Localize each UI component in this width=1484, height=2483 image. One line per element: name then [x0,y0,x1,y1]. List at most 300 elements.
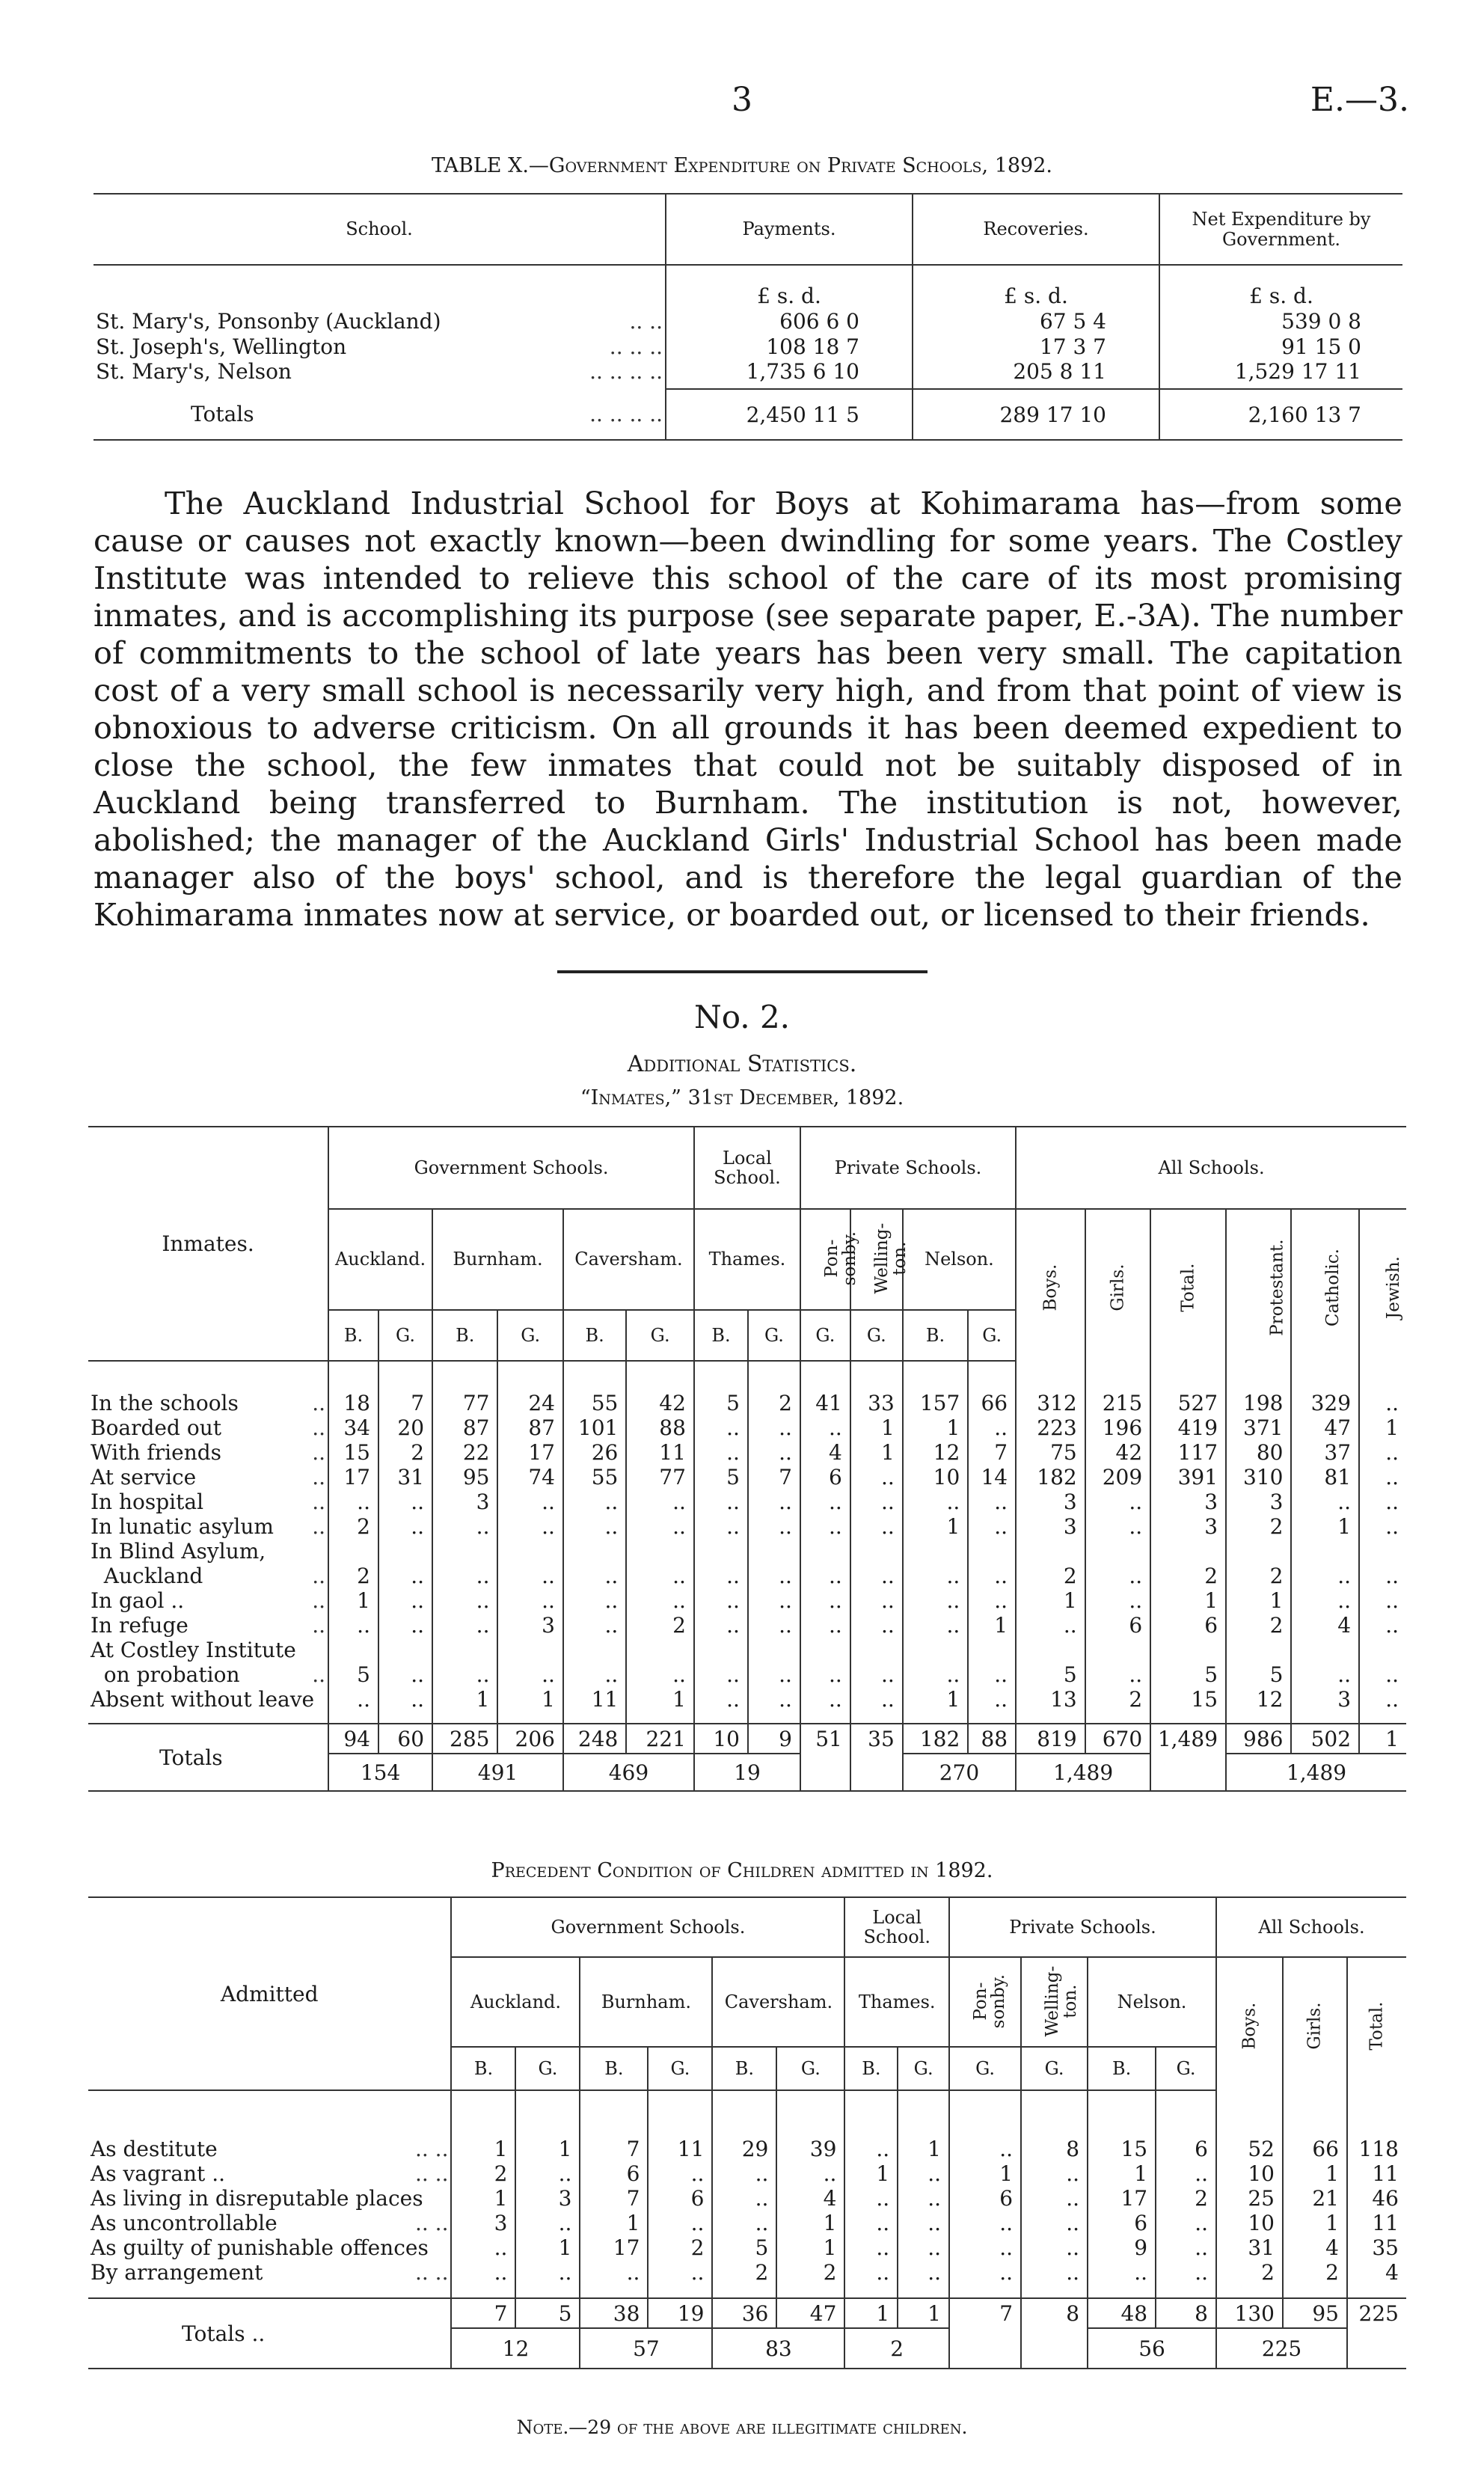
section-divider [557,970,927,973]
table-cell: .. [1385,1465,1399,1490]
table-cell: 11 [1372,2161,1399,2186]
table-cell: .. [903,1588,968,1613]
school-wellington: Welling-ton. [850,1209,903,1310]
table-cell: 17 [497,1440,562,1465]
table-cell: .. [1385,1662,1399,1687]
table-cell: 117 [1150,1440,1226,1465]
document-reference: E.—3. [1310,81,1409,119]
table-cell [626,1638,694,1662]
table-row: St. Mary's, Nelson .. .. .. .. 1,735 6 10 205 8 11 1,529 17 11 [93,359,1402,389]
table-cell: .. [748,1613,800,1638]
table-cell: .. [850,1564,903,1588]
col-boys: Boys. [1216,1957,1283,2090]
total-cell: 1 [1385,1726,1399,1751]
table-cell: .. [1385,1440,1399,1465]
table-cell: .. [626,1588,694,1613]
table-cell: .. [328,1613,378,1638]
table-cell: 3 [1150,1514,1226,1539]
row-label: In the schools .. [88,1391,328,1415]
table-cell: .. [949,2211,1021,2235]
table-cell [626,1539,694,1564]
table-cell: 5 [712,2235,776,2260]
totals-row: Totals .. .. .. .. 2,450 11 5 289 17 10 2,160 13 7 [93,389,1402,440]
group-all-schools: All Schools. [1216,1897,1406,1957]
table-cell: 4 [1385,2260,1399,2285]
table-cell: .. [1021,2235,1088,2260]
table-cell [432,1638,497,1662]
table-cell: .. [748,1588,800,1613]
table-cell: .. [694,1514,748,1539]
table-cell [1150,1638,1226,1662]
table-cell: .. [748,1415,800,1440]
table-cell [903,1539,968,1564]
table-cell: 7 [748,1465,800,1490]
sex-b: B. [712,2047,776,2090]
table-cell: 2 [1226,1514,1291,1539]
sex-g: G. [968,1310,1016,1361]
table-cell [1359,1638,1406,1662]
subtotal-religion: 1,489 [1226,1754,1406,1791]
table-row [88,1514,1406,1539]
table-cell: .. [694,1613,748,1638]
school-burnham: Burnham. [580,1957,712,2047]
table-cell: .. [949,2137,1021,2161]
table-cell: .. [903,1564,968,1588]
header-payments: Payments. [666,194,913,265]
table-cell [563,1539,626,1564]
table-cell [968,1539,1016,1564]
table-cell: 12 [1226,1687,1291,1712]
table-cell: 6 [580,2161,648,2186]
section-heading: No. 2. [693,999,791,1035]
table-cell: 2 [451,2161,515,2186]
table-cell: 1 [432,1687,497,1712]
table-cell: .. [748,1687,800,1712]
table-cell: .. [968,1490,1016,1514]
header-recoveries: Recoveries. [913,194,1159,265]
inmates-body [88,1391,1406,1712]
total-cell: 95 [1283,2298,1347,2328]
table-cell [748,1539,800,1564]
table-cell [1291,1539,1359,1564]
table-row [88,1687,1406,1712]
table-cell: .. [563,1490,626,1514]
table-cell: .. [844,2235,898,2260]
table-cell: .. [432,1662,497,1687]
group-private-schools: Private Schools. [949,1897,1216,1957]
units-label: £ s. d. [1249,284,1313,308]
table-cell [1085,1539,1150,1564]
table-cell: .. [1385,1391,1399,1415]
school-caversham: Caversham. [712,1957,844,2047]
table-cell [432,1539,497,1564]
table-cell: .. [748,1440,800,1465]
total-cell: 7 [949,2298,1021,2328]
table-cell: 1 [580,2211,648,2235]
table-cell: .. [497,1490,562,1514]
table-cell: 17 [328,1465,378,1490]
table-cell: 3 [1226,1490,1291,1514]
table-cell: 41 [800,1391,850,1415]
table-cell: 87 [432,1415,497,1440]
table-cell: 3 [1150,1490,1226,1514]
subtotal-auckland: 154 [328,1754,432,1791]
table-cell: .. [1385,1564,1399,1588]
col-catholic: Catholic. [1291,1209,1359,1361]
table-row [88,2260,1406,2285]
table-cell: 1 [898,2137,949,2161]
table-cell: 1 [497,1687,562,1712]
school-nelson: Nelson. [1088,1957,1216,2047]
subtotal-boys-girls: 1,489 [1016,1754,1150,1791]
school-ponsonby: Pon-sonby. [800,1209,850,1310]
table-row [88,2211,1406,2235]
table-cell: 118 [1358,2137,1399,2161]
table-cell: .. [748,1662,800,1687]
table-cell: .. [800,1613,850,1638]
table-cell [328,1539,378,1564]
table-cell: 66 [968,1391,1016,1415]
table-cell: .. [694,1415,748,1440]
school-ponsonby: Pon-sonby. [949,1957,1021,2047]
table-cell: 2 [378,1440,432,1465]
table-cell: 312 [1016,1391,1085,1415]
table-cell: 1 [328,1588,378,1613]
total-cell: 1 [844,2298,898,2328]
group-all-schools: All Schools. [1016,1127,1406,1209]
total-cell: 51 [800,1724,850,1754]
table-cell: 1 [626,1687,694,1712]
col-total: Total. [1367,2001,1387,2051]
row-label: In hospital .. [88,1490,328,1514]
table-cell: 26 [563,1440,626,1465]
sex-g: G. [626,1310,694,1361]
table-cell: 35 [1372,2235,1399,2260]
table-cell: 81 [1291,1465,1359,1490]
table-cell: 3 [1016,1490,1085,1514]
table-cell: 2 [748,1391,800,1415]
table-cell: .. [378,1662,432,1687]
table-cell: 1 [1016,1588,1085,1613]
table-cell [1226,1539,1291,1564]
table-cell: 6 [949,2186,1021,2211]
table-cell: 2 [1226,1564,1291,1588]
table-cell: 4 [1283,2235,1347,2260]
table-cell: .. [626,1490,694,1514]
table-cell: 1 [776,2211,844,2235]
table-cell: 66 [1283,2137,1347,2161]
school-thames: Thames. [694,1209,800,1310]
table-cell: .. [850,1588,903,1613]
total-cell: 7 [451,2298,515,2328]
table-cell: .. [1156,2211,1216,2235]
total-cell: 225 [1358,2301,1399,2326]
total-cell: 38 [580,2298,648,2328]
table-cell: 31 [378,1465,432,1490]
table-cell: 6 [1088,2211,1156,2235]
table-cell: 5 [1150,1662,1226,1687]
table-cell: 2 [328,1564,378,1588]
table-cell: 1 [515,2137,580,2161]
table-cell: 1 [1283,2161,1347,2186]
table-cell: .. [800,1588,850,1613]
row-label: In lunatic asylum .. [88,1514,328,1539]
table-cell: .. [748,1564,800,1588]
table-cell: .. [497,1588,562,1613]
table-cell: .. [451,2235,515,2260]
table-cell [1291,1638,1359,1662]
table-cell: .. [378,1687,432,1712]
table-row [88,2186,1406,2211]
table-cell: .. [1156,2161,1216,2186]
table-cell: 198 [1226,1391,1291,1415]
table-cell: 9 [1088,2235,1156,2260]
table-cell: .. [712,2186,776,2211]
table-cell: .. [432,1514,497,1539]
total-cell: 8 [1021,2298,1088,2328]
table-cell: 6 [1156,2137,1216,2161]
table-cell: .. [694,1588,748,1613]
row-label: At service .. [88,1465,328,1490]
table-cell: 2 [1156,2186,1216,2211]
table-cell: .. [776,2161,844,2186]
page-number: 3 [732,81,752,119]
total-cell: 8 [1156,2298,1216,2328]
table-cell: .. [1085,1564,1150,1588]
table-cell: .. [497,1662,562,1687]
table-cell: .. [898,2186,949,2211]
table-cell: 55 [563,1465,626,1490]
table-cell: 75 [1016,1440,1085,1465]
table-cell: 5 [328,1662,378,1687]
table-cell: .. [898,2235,949,2260]
subtotal-boys-girls: 225 [1216,2328,1347,2369]
table-row [88,1638,1406,1662]
col-girls: Girls. [1283,1957,1347,2090]
row-label: By arrangement .. .. [88,2260,451,2285]
school-burnham: Burnham. [432,1209,563,1310]
total-cell: 9 [748,1724,800,1754]
table-cell [1226,1638,1291,1662]
table-cell: .. [497,1564,562,1588]
table-cell: 34 [328,1415,378,1440]
table-cell [1016,1539,1085,1564]
total-cell: 285 [432,1724,497,1754]
table-cell: 215 [1085,1391,1150,1415]
total-cell: 5 [515,2298,580,2328]
table-cell: .. [432,1613,497,1638]
subtotal-caversham: 469 [563,1754,694,1791]
table-cell: .. [850,1465,903,1490]
units-label: £ s. d. [666,265,913,308]
table-cell: 2 [1283,2260,1347,2285]
table-cell: .. [328,1687,378,1712]
table-cell: .. [712,2161,776,2186]
table-cell: .. [800,1662,850,1687]
sex-g: G. [949,2047,1021,2090]
sex-g: G. [497,1310,562,1361]
table-cell: .. [800,1514,850,1539]
table-cell: 80 [1226,1440,1291,1465]
table-cell: 88 [626,1415,694,1440]
table-cell: .. [800,1415,850,1440]
table-x [93,193,1402,441]
table-cell: 2 [712,2260,776,2285]
table-row [88,1539,1406,1564]
table-cell: 4 [776,2186,844,2211]
table-cell: .. [1291,1662,1359,1687]
total-cell: 1,489 [1150,1724,1226,1754]
table-cell [1359,1539,1406,1564]
table-cell: 29 [712,2137,776,2161]
school-nelson: Nelson. [903,1209,1016,1310]
table-cell: .. [648,2211,712,2235]
table-cell: 7 [580,2186,648,2211]
table-row [88,1391,1406,1415]
table-row: St. Mary's, Ponsonby (Auckland) .. .. 606 6 0 67 5 4 539 0 8 [93,308,1402,334]
row-label: With friends .. [88,1440,328,1465]
table-cell: 1 [1150,1588,1226,1613]
table-cell: 15 [1150,1687,1226,1712]
table-cell [1016,1638,1085,1662]
precedent-row-header: Admitted [88,1897,451,2090]
subtotal-nelson: 270 [903,1754,1016,1791]
table-cell: 1 [844,2161,898,2186]
table-cell: 1 [850,1440,903,1465]
total-cell: 94 [328,1724,378,1754]
table-cell: .. [898,2211,949,2235]
table-cell: 2 [648,2235,712,2260]
table-cell: 4 [800,1440,850,1465]
precedent-title: Precedent Condition of Children admitted in 1892. [491,1859,993,1882]
table-row [88,1440,1406,1465]
subtotal-nelson: 56 [1088,2328,1216,2369]
table-row [88,1662,1406,1687]
group-government-schools: Government Schools. [451,1897,844,1957]
table-cell: .. [432,1588,497,1613]
table-cell: .. [563,1588,626,1613]
table-cell: .. [1088,2260,1156,2285]
row-label: Absent without leave [88,1687,328,1712]
table-cell: 11 [648,2137,712,2161]
table-x-title-text: Government Expenditure on Private Schools, 1892. [548,154,1052,177]
table-cell: 329 [1291,1391,1359,1415]
sex-g: G. [898,2047,949,2090]
table-cell: 24 [497,1391,562,1415]
table-row [88,2235,1406,2260]
table-cell: 87 [497,1415,562,1440]
sex-g: G. [378,1310,432,1361]
col-jewish: Jewish. [1383,1255,1403,1319]
table-cell: 7 [378,1391,432,1415]
table-cell: .. [328,1490,378,1514]
col-boys: Boys. [1016,1209,1085,1361]
table-cell: 42 [626,1391,694,1415]
total-cell: 502 [1291,1724,1359,1754]
table-row: St. Joseph's, Wellington .. .. .. 108 18 7 17 3 7 91 15 0 [93,334,1402,359]
table-cell: .. [648,2260,712,2285]
table-cell: 2 [626,1613,694,1638]
table-cell: 10 [1216,2211,1283,2235]
table-cell: 52 [1216,2137,1283,2161]
table-cell [1150,1539,1226,1564]
total-cell: 10 [694,1724,748,1754]
totals-row: Totals 94 60 285 206 248 221 10 9 51 35 182 88 819 670 1,489 986 502 1 [88,1724,1406,1754]
table-cell: 1 [903,1514,968,1539]
table-cell: .. [850,1687,903,1712]
table-cell: 1 [1291,1514,1359,1539]
table-cell: .. [1021,2186,1088,2211]
table-cell: 17 [580,2235,648,2260]
table-cell: .. [378,1613,432,1638]
table-cell: .. [1021,2161,1088,2186]
table-cell [800,1638,850,1662]
table-cell: 5 [694,1465,748,1490]
table-cell: 182 [1016,1465,1085,1490]
sex-g: G. [800,1310,850,1361]
total-cell: 221 [626,1724,694,1754]
table-cell: 13 [1016,1687,1085,1712]
table-row [88,1465,1406,1490]
table-cell: .. [1385,1514,1399,1539]
total-cell: 36 [712,2298,776,2328]
table-cell: 74 [497,1465,562,1490]
total-cell: 248 [563,1724,626,1754]
table-cell: 47 [1291,1415,1359,1440]
table-cell: .. [515,2260,580,2285]
table-cell: 55 [563,1391,626,1415]
table-cell: 12 [903,1440,968,1465]
table-x-title: TABLE X.—Government Expenditure on Private Schools, 1892. [432,154,1052,177]
table-cell: 391 [1150,1465,1226,1490]
table-cell: 2 [1150,1564,1226,1588]
table-cell: 77 [626,1465,694,1490]
table-cell: 3 [515,2186,580,2211]
precedent-table [88,1896,1406,2369]
sex-g: G. [748,1310,800,1361]
table-cell: 1 [451,2186,515,2211]
table-cell: 37 [1291,1440,1359,1465]
table-cell: 10 [1216,2161,1283,2186]
table-cell: 3 [451,2211,515,2235]
table-cell: .. [432,1564,497,1588]
table-cell: .. [1021,2211,1088,2235]
total-cell: 47 [776,2298,844,2328]
row-label: As guilty of punishable offences [88,2235,451,2260]
table-cell: .. [563,1662,626,1687]
row-label: In Blind Asylum, [88,1539,328,1564]
table-cell: 15 [328,1440,378,1465]
table-cell: .. [378,1490,432,1514]
table-cell: 101 [563,1415,626,1440]
table-cell: 31 [1216,2235,1283,2260]
table-cell [850,1539,903,1564]
section-subheading-date: “Inmates,” 31st December, 1892. [580,1086,904,1109]
table-cell: .. [451,2260,515,2285]
sex-b: B. [580,2047,648,2090]
table-cell: 18 [328,1391,378,1415]
table-cell: 310 [1226,1465,1291,1490]
table-cell: 10 [903,1465,968,1490]
units-label: £ s. d. [913,265,1159,308]
table-cell: 1 [1385,1415,1399,1440]
table-cell: .. [903,1490,968,1514]
row-label: In refuge .. [88,1613,328,1638]
table-cell: .. [968,1687,1016,1712]
table-cell: 3 [1291,1687,1359,1712]
school-caversham: Caversham. [563,1209,694,1310]
row-label: As uncontrollable .. .. [88,2211,451,2235]
